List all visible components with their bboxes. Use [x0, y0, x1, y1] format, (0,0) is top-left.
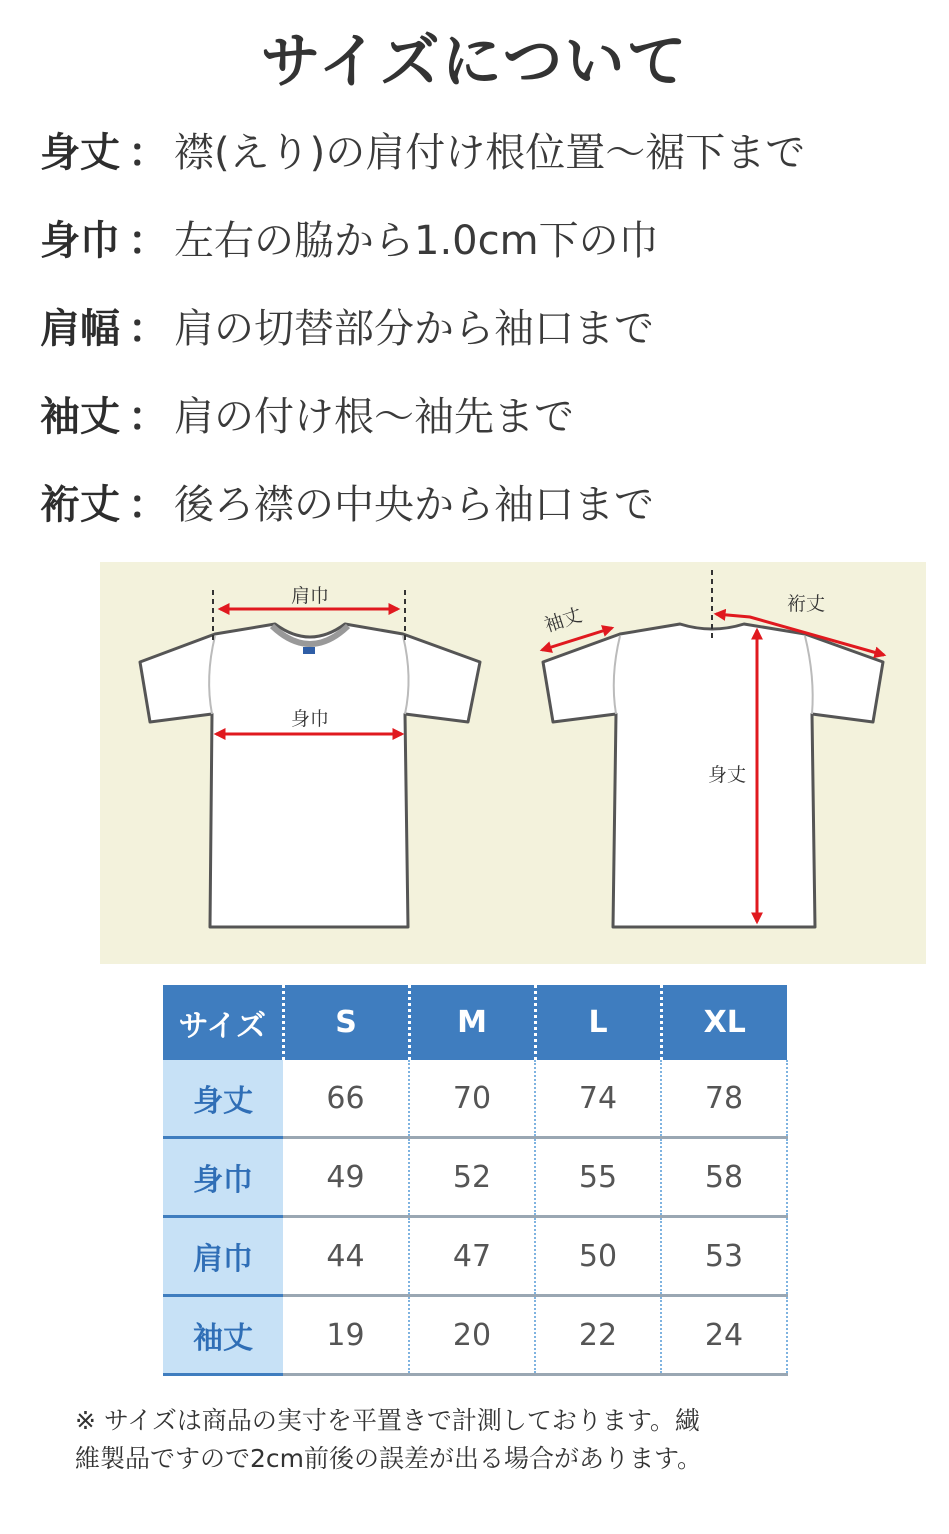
measurement-note: [75, 1402, 895, 1478]
table-cell: 58: [661, 1138, 787, 1217]
size-header-m: M: [409, 985, 535, 1060]
size-header-s: S: [283, 985, 409, 1060]
diagram-svg: [100, 562, 926, 964]
definition-description: 左右の脇から1.0cm下の巾: [174, 217, 659, 264]
table-cell: 44: [283, 1217, 409, 1296]
tshirt-measurement-diagram: [100, 562, 926, 964]
definition-term: 身丈: [40, 129, 120, 176]
size-corner-header: サイズ: [163, 985, 283, 1060]
definition-item: [40, 193, 920, 281]
table-row: [163, 1296, 787, 1375]
size-header-xl: XL: [661, 985, 787, 1060]
row-header: 袖丈: [163, 1296, 283, 1375]
table-cell: 70: [409, 1060, 535, 1138]
definition-item: [40, 457, 920, 545]
page-title: サイズについて: [260, 27, 689, 97]
definition-item: [40, 369, 920, 457]
row-header: 身丈: [163, 1060, 283, 1138]
table-cell: 49: [283, 1138, 409, 1217]
row-header: 肩巾: [163, 1217, 283, 1296]
definition-term: 肩幅: [40, 305, 120, 352]
table-cell: 20: [409, 1296, 535, 1375]
front-tshirt-body: [140, 624, 480, 927]
definition-description: 肩の付け根〜袖先まで: [174, 393, 574, 440]
back-yuki-label: 裄丈: [786, 593, 826, 615]
size-header-row: [163, 985, 787, 1060]
front-shoulder-label: 肩巾: [290, 585, 330, 607]
back-length-label: 身丈: [707, 764, 747, 786]
definition-colon: ：: [128, 393, 168, 440]
definition-list: [40, 105, 920, 545]
table-row: [163, 1060, 787, 1138]
table-cell: 22: [535, 1296, 661, 1375]
table-cell: 78: [661, 1060, 787, 1138]
table-row: [163, 1217, 787, 1296]
definition-description: 後ろ襟の中央から袖口まで: [174, 481, 654, 528]
note-line-2: 維製品ですので2cm前後の誤差が出る場合があります。: [75, 1444, 703, 1473]
table-cell: 19: [283, 1296, 409, 1375]
back-sleeve-label: 袖丈: [541, 604, 585, 637]
front-neck-label: [303, 647, 315, 654]
definition-colon: ：: [128, 129, 168, 176]
table-row: [163, 1138, 787, 1217]
table-cell: 74: [535, 1060, 661, 1138]
size-table: [163, 985, 788, 1376]
table-cell: 55: [535, 1138, 661, 1217]
front-body-label: 身巾: [290, 708, 330, 730]
table-cell: 66: [283, 1060, 409, 1138]
row-header: 身巾: [163, 1138, 283, 1217]
definition-term: 袖丈: [40, 393, 120, 440]
definition-description: 襟(えり)の肩付け根位置〜裾下まで: [174, 129, 806, 176]
definition-colon: ：: [128, 481, 168, 528]
front-tshirt: [140, 624, 480, 927]
definition-colon: ：: [128, 217, 168, 264]
note-line-1: ※ サイズは商品の実寸を平置きで計測しております。繊: [75, 1406, 700, 1435]
table-cell: 50: [535, 1217, 661, 1296]
definition-colon: ：: [128, 305, 168, 352]
table-cell: 47: [409, 1217, 535, 1296]
definition-item: [40, 105, 920, 193]
definition-term: 身巾: [40, 217, 120, 264]
table-cell: 24: [661, 1296, 787, 1375]
table-cell: 53: [661, 1217, 787, 1296]
definition-term: 裄丈: [40, 481, 120, 528]
definition-description: 肩の切替部分から袖口まで: [174, 305, 654, 352]
definition-item: [40, 281, 920, 369]
table-cell: 52: [409, 1138, 535, 1217]
size-header-l: L: [535, 985, 661, 1060]
size-table-container: [163, 985, 788, 1376]
